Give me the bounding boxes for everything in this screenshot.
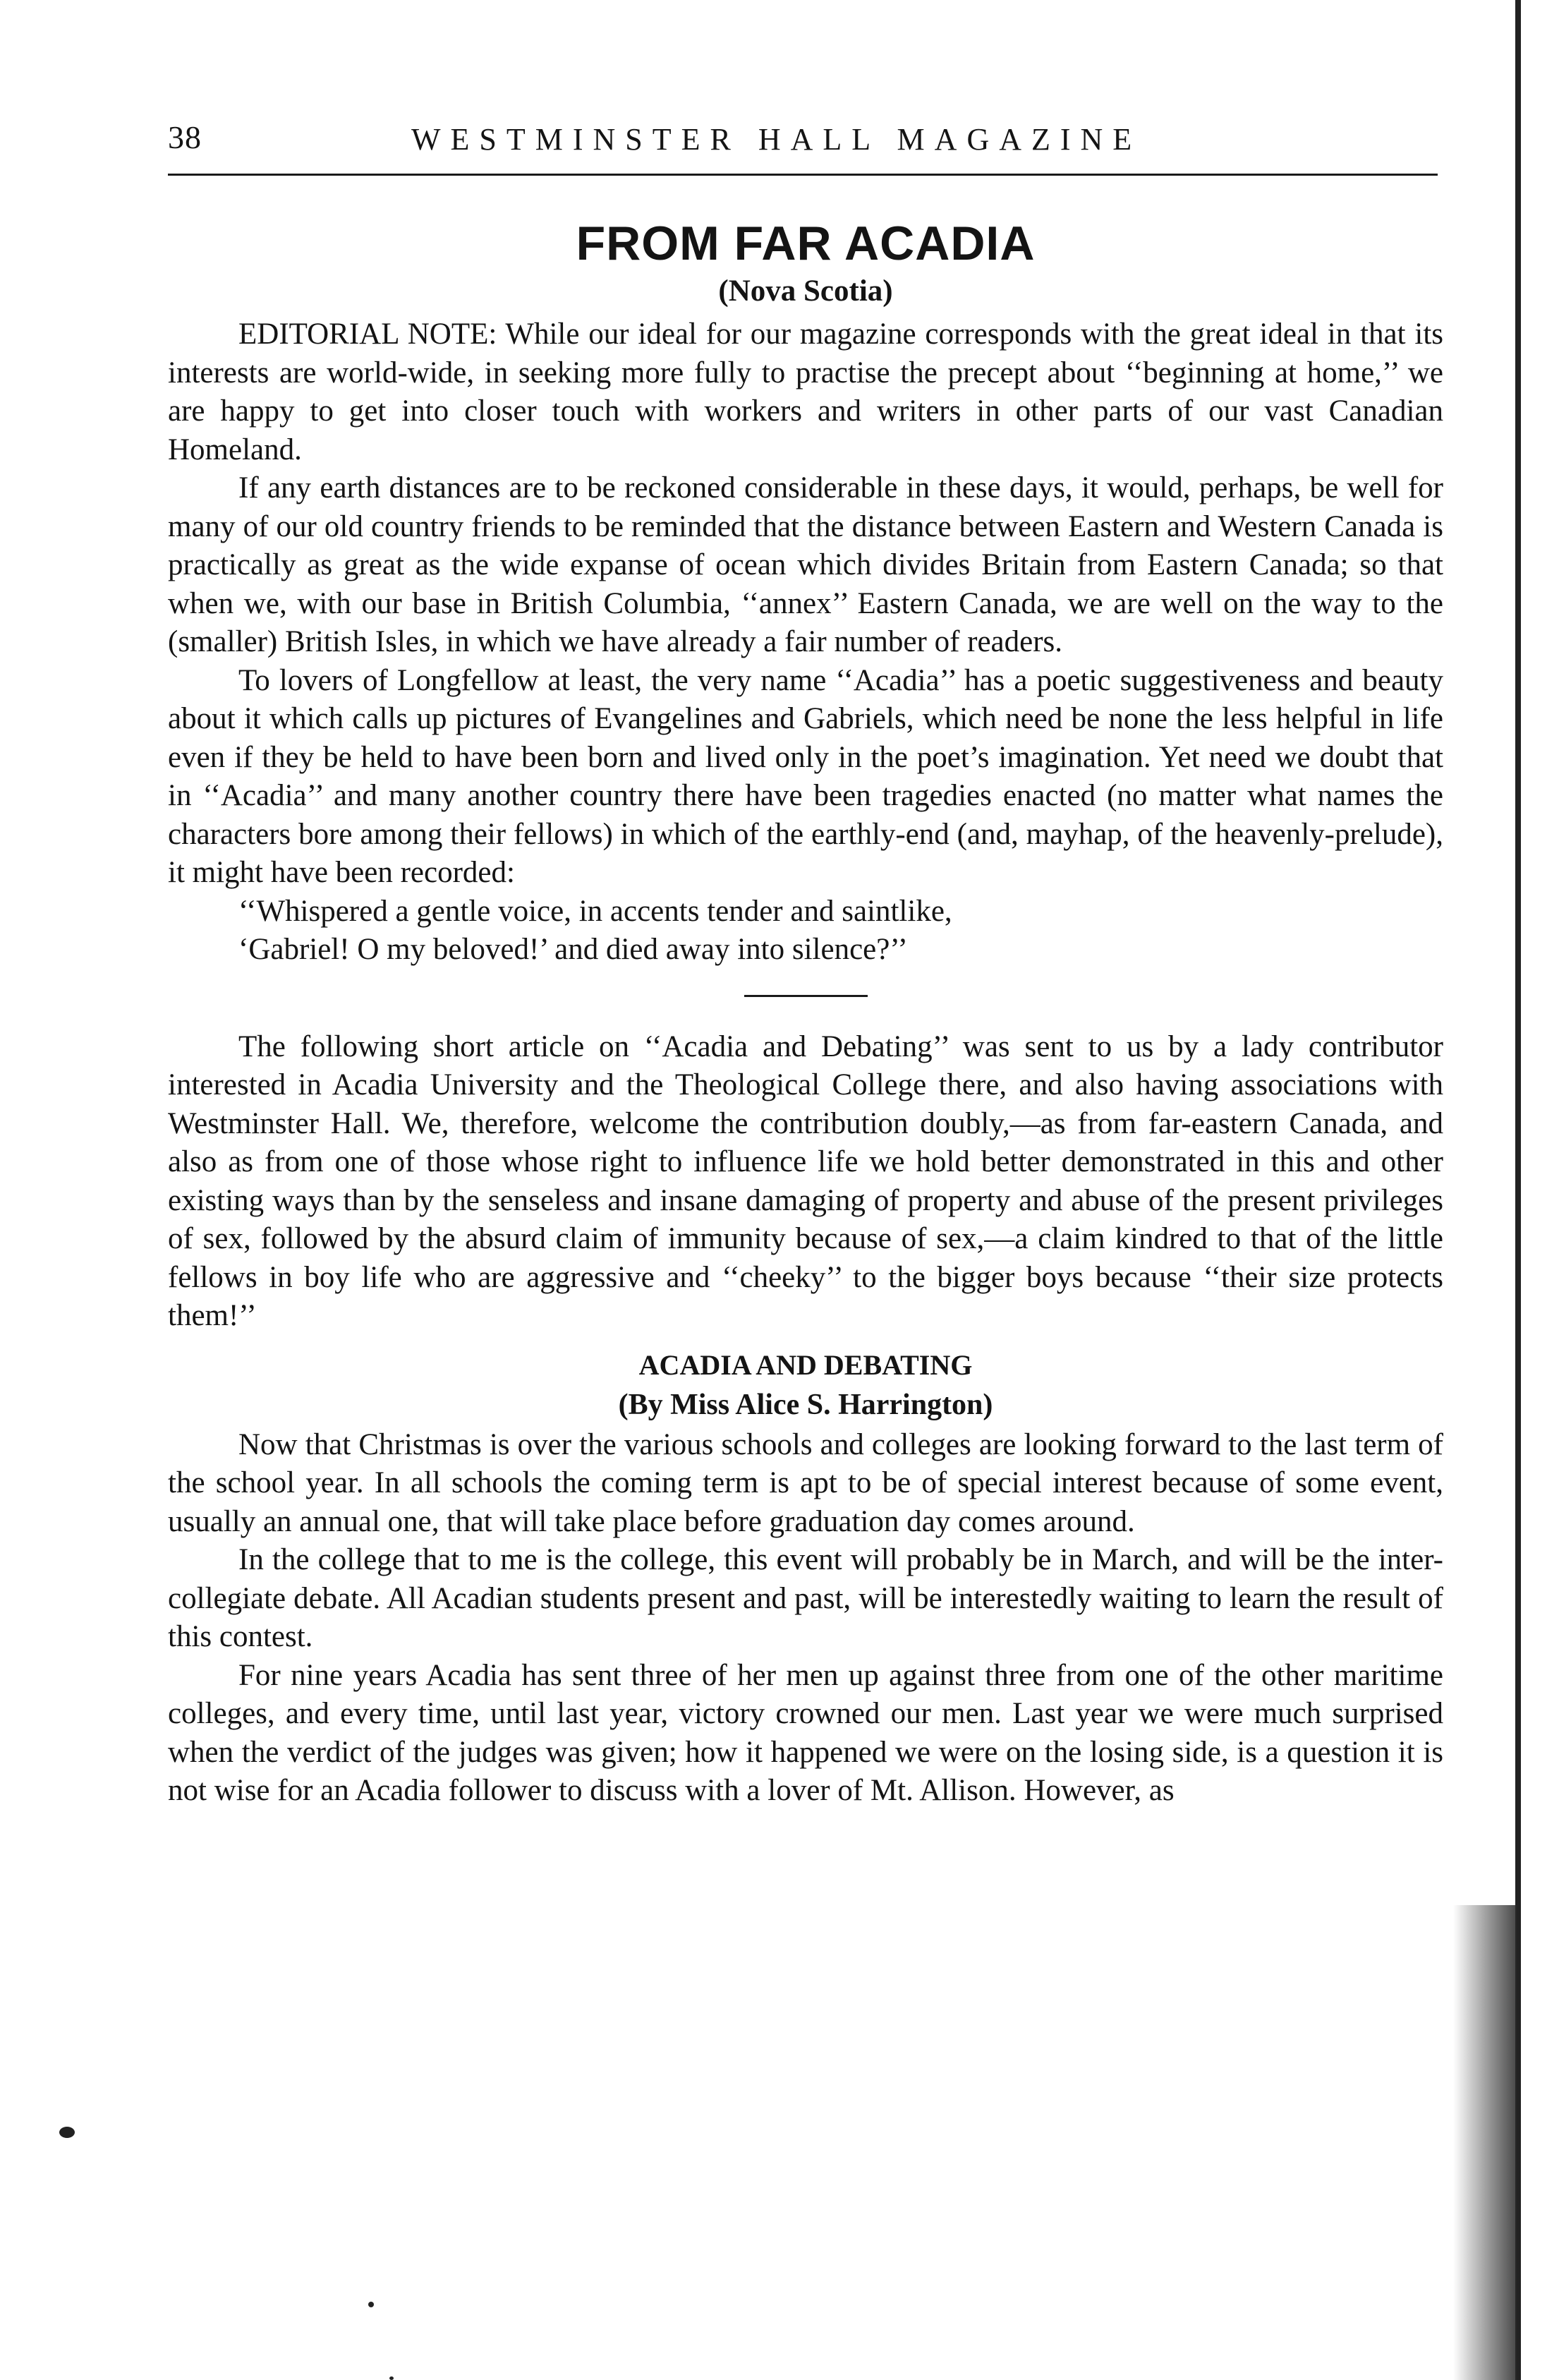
page-number: 38 [168,119,202,155]
sub-article-paragraph: In the college that to me is the college, this event will probably be in March, and will be the inter-collegiate debate. All Acadian students present and past, will be interestedly waiting to learn the result of this contest. [168,1543,1443,1653]
ink-speck [389,2376,394,2380]
ink-speck [59,2127,75,2138]
longfellow-quote [238,893,1443,969]
header-rule [168,174,1438,176]
article-title: FROM FAR ACADIA [576,217,1036,270]
ink-speck [368,2302,374,2307]
editorial-paragraph: If any earth distances are to be reckoned considerable in these days, it would, perhaps, be well for many of our old country friends to be reminded that the distance between Eastern and Western Canada is practically as great as the wide expanse of ocean which divides Britain from Eastern Canada; so that when we, with our base in British Columbia, ‘‘annex’’ Eastern Canada, we are well on the way to the (smaller) British Isles, in which we have already a fair number of readers. [168,471,1443,658]
sub-article-title: ACADIA AND DEBATING [638,1348,973,1381]
magazine-title: WESTMINSTER HALL MAGAZINE [411,122,1142,157]
article-subtitle: (Nova Scotia) [718,274,893,308]
quote-line: ‘‘Whispered a gentle voice, in accents tender and saintlike, [238,894,952,928]
quote-line: ‘Gabriel! O my beloved!’ and died away into silence?’’ [238,933,908,966]
editorial-paragraph: EDITORIAL NOTE: While our ideal for our magazine corresponds with the great ideal in that its interests are world-wide, in seeking more fully to practise the precept about ‘‘beginning at home,’’ we are happy to get into closer touch with workers and writers in other parts of our vast Canadian Homeland. [168,318,1443,466]
sub-article-paragraph: For nine years Acadia has sent three of her men up against three from one of the other maritime colleges, and every time, until last year, victory crowned our men. Last year we were much surprised when the verdict of the judges was given; how it happened we were on the losing side, is a question it is not wise for an Acadia follower to discuss with a lover of Mt. Allison. However, as [168,1658,1443,1807]
sub-article-byline: (By Miss Alice S. Harrington) [618,1388,993,1421]
section-divider [744,995,868,997]
intro-paragraph: The following short article on ‘‘Acadia and Debating’’ was sent to us by a lady contributor interested in Acadia University and the Theological College there, and also having associations with Westminster Hall. We, therefore, welcome the contribution doubly,—as from far-eastern Canada, and also as from one of those whose right to influence life we hold better demonstrated in this and other existing ways than by the senseless and insane damaging of property and abuse of the present privileges of sex, followed by the absurd claim of immunity because of sex,—a claim kindred to that of the little fellows in boy life who are aggressive and ‘‘cheeky’’ to the bigger boys because ‘‘their size protects them!’’ [168,1029,1443,1332]
editorial-paragraph: To lovers of Longfellow at least, the very name ‘‘Acadia’’ has a poetic suggestiveness and beauty about it which calls up pictures of Evangelines and Gabriels, which need be none the less helpful in life even if they be held to have been born and lived only in the poet’s imagination. Yet need we doubt that in ‘‘Acadia’’ and many another country there have been tragedies enacted (no matter what names the characters bore among their fellows) in which of the earthly-end (and, mayhap, of the heavenly-prelude), it might have been recorded: [168,663,1443,889]
sub-article-paragraph: Now that Christmas is over the various schools and colleges are looking forward to the last term of the school year. In all schools the coming term is apt to be of special interest because of some event, usually an annual one, that will take place before graduation day comes around. [168,1427,1443,1538]
article-body [168,215,1443,1811]
binding-shadow [1453,1905,1517,2380]
running-head [168,119,1438,168]
